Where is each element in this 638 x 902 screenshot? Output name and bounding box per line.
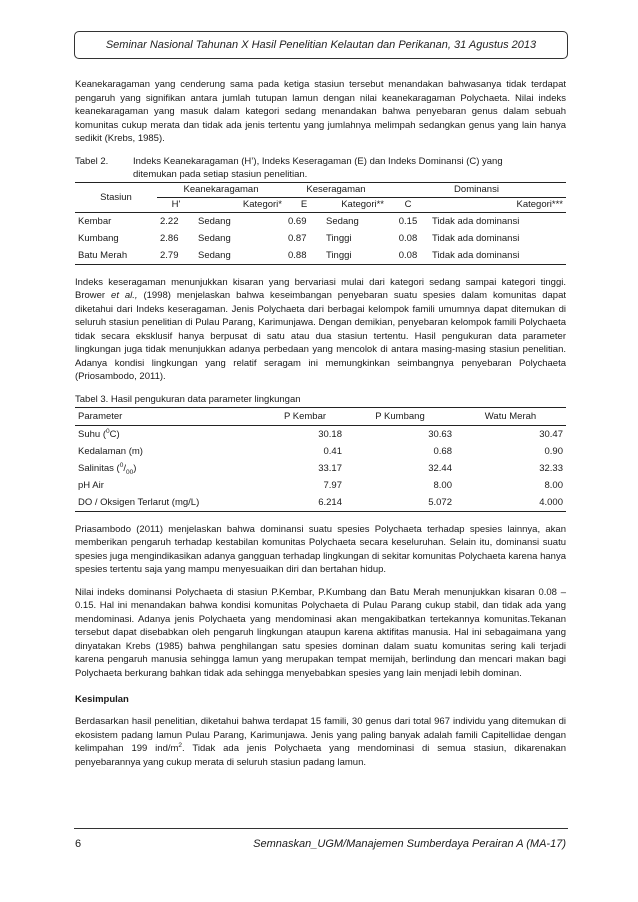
table-3 (75, 407, 566, 512)
table2-group-dominansi: Dominansi (387, 182, 566, 197)
table-cell: pH Air (78, 479, 104, 491)
table-cell: 0.41 (323, 445, 342, 457)
table-cell: 2.79 (157, 247, 195, 265)
table-cell: Suhu ($^0$C) (78, 427, 120, 440)
table-cell: Tidak ada dominansi (429, 247, 566, 265)
table-cell: 0.87 (288, 232, 307, 244)
table-cell: 30.47 (539, 428, 563, 440)
table-cell: Batu Merah (75, 247, 157, 265)
table-2 (75, 182, 566, 265)
table-cell: 8.00 (433, 479, 452, 491)
table-cell: 4.000 (455, 494, 566, 512)
table2-subheader: E (285, 197, 323, 212)
table-cell: 30.18 (318, 428, 342, 440)
paragraph-4: Nilai indeks dominansi Polychaeta di stasiun P.Kembar, P.Kumbang dan Batu Merah menunjukkan kisaran 0.08 – 0.15. Hal ini menandakan bahwa kondisi komunitas Polychaeta di Pulau Parang cukup stabil, dan tidak ada yang mendominasi. Adanya jenis Polychaeta yang mendominasi akan mengakibatkan tertekannya komunitas.Tekanan tersebut dapat disebabkan oleh pengaruh lingkungan ataupun karena aktifitas manusia. Hal ini sebagaimana yang dinyatakan Krebs (1985) bahwa penghilangan satu spesies dominan dalam suatu komunitas sering kali terjadi karena pengaruh manusia sehingga lamun yang merupakan tempat memijah, berlindung dan mencari makan bagi Polychaeta berkurang bahkan tidak ada sehingga menyebabkan spesies yang lain menjadi lebih dominan. (75, 586, 566, 679)
table-cell: 0.69 (288, 215, 307, 227)
table2-group-keanekaragaman: Keanekaragaman (157, 182, 285, 197)
paragraph-5-text: Berdasarkan hasil penelitian, diketahui bahwa terdapat 15 famili, 30 genus dari total 967 individu yang ditemukan di ekosistem padang lamun Pulau Parang, Karimunjawa. Jenis yang paling banyak adalah famili Capitellidae dengan kelimpahan 199 ind/m (75, 716, 566, 754)
table2-subheader: Kategori*** (429, 197, 566, 212)
table-row (75, 477, 566, 494)
table-cell: 32.44 (428, 462, 452, 474)
paragraph-5 (75, 715, 566, 769)
table-cell: 8.00 (544, 479, 563, 491)
table2-subheader: Kategori* (195, 197, 285, 212)
table3-header-kembar: P Kembar (283, 410, 327, 422)
table-cell: Kembar (78, 215, 112, 227)
et-al-text: et al., (111, 290, 138, 301)
table-row (75, 460, 566, 477)
page-number: 6 (75, 838, 82, 850)
table2-subheader: C (387, 197, 429, 212)
footer-text: Semnaskan_UGM/Manajemen Sumberdaya Perairan A (MA-17) (253, 838, 566, 850)
table-row (75, 425, 566, 443)
table-cell: 0.08 (398, 232, 418, 244)
table2-caption-line1: Indeks Keanekaragaman (H’), Indeks Keseragaman (E) dan Indeks Dominansi (C) yang (133, 155, 503, 167)
table-row (75, 494, 566, 512)
table-cell: 6.214 (265, 494, 345, 512)
table2-caption (75, 155, 566, 181)
table-cell: 0.88 (285, 247, 323, 265)
paragraph-2 (75, 276, 566, 384)
table2-caption-line2: ditemukan pada setiap stasiun penelitian. (133, 168, 308, 180)
table-cell: 7.97 (323, 479, 342, 491)
section-heading-kesimpulan: Kesimpulan (75, 694, 129, 705)
header-text: Seminar Nasional Tahunan X Hasil Penelitian Kelautan dan Perikanan, 31 Agustus 2013 (105, 39, 537, 51)
table-cell: 0.08 (387, 247, 429, 265)
table-cell: Salinitas $(^0/_{00})$ (78, 461, 137, 476)
table-cell: 33.17 (318, 462, 342, 474)
table-cell: Sedang (195, 247, 285, 265)
table-cell: Kedalaman (m) (78, 445, 143, 457)
running-header (74, 31, 568, 59)
table-row (75, 230, 566, 247)
table2-subheader: Kategori** (323, 197, 387, 212)
paragraph-5-text-cont: . Tidak ada jenis Polychaeta yang mendominasi di semua stasiun, dikarenakan penyebarannya yang cukup merata di seluruh stasiun padang lamun. (75, 743, 567, 768)
table3-header-parameter: Parameter (78, 410, 123, 422)
table3-caption: Tabel 3. Hasil pengukuran data parameter lingkungan (75, 393, 301, 405)
table-cell: 0.15 (398, 215, 418, 227)
footer-divider (74, 828, 568, 829)
table-cell: DO / Oksigen Terlarut (mg/L) (75, 494, 265, 512)
paragraph-2-text: Indeks keseragaman menunjukkan kisaran yang bervariasi mulai dari kategori sedang sampai kategori tinggi. Brower (75, 276, 566, 301)
table2-subheader: H' (157, 197, 195, 212)
table-cell: 32.33 (539, 462, 563, 474)
table-cell: 30.63 (428, 428, 452, 440)
paragraph-3: Priasambodo (2011) menjelaskan bahwa dominansi suatu spesies Polychaeta terhadap spesies lainnya, akan memberikan pengaruh terhadap kestabilan komunitas Polychaeta secara keseluruhan. Selain itu, dominansi suatu spesies juga mengindikasikan adanya gangguan terhadap lingkungan di sekitar komunitas Polychaeta karena hanya spesies tertentu saja yang mampu menyesuaikan diri dan bertahan hidup. (75, 523, 566, 575)
table-cell: Sedang (198, 232, 231, 244)
table-cell: Tinggi (326, 232, 352, 244)
table2-header-stasiun: Stasiun (75, 182, 157, 212)
table-cell: Tidak ada dominansi (432, 232, 520, 244)
superscript: 2 (178, 741, 183, 749)
table2-label: Tabel 2. (75, 155, 109, 167)
paragraph-1: Keanekaragaman yang cenderung sama pada ketiga stasiun tersebut menandakan bahwasanya tidak terdapat pengaruh yang signifikan antara jumlah tutupan lamun dengan nilai keanekaragaman Polychaeta. Nilai indeks keanekaragaman yang masuk dalam kategori sedang menandakan bahwa penyebaran genus dalam sebuah komunitas cukup merata dan tidak ada jenis tertentu yang jumlahnya melimpah sedangkan genus yang lain hanya sedikit (Krebs, 1985). (75, 79, 566, 144)
table3-header-kumbang: P Kumbang (375, 410, 425, 422)
table-cell: 0.68 (433, 445, 452, 457)
table-row (75, 212, 566, 230)
table-cell: Kumbang (78, 232, 119, 244)
table3-header-watu-merah: Watu Merah (484, 410, 537, 422)
table-cell: 5.072 (345, 494, 455, 512)
table-row (75, 247, 566, 265)
table2-group-keseragaman: Keseragaman (285, 182, 387, 197)
table-row (75, 443, 566, 460)
table-cell: 2.86 (160, 232, 179, 244)
table-cell: 2.22 (160, 215, 179, 227)
paragraph-2-text-cont: (1998) menjelaskan bahwa keseimbangan penyebaran suatu spesies dalam komunitas dapat diketahui dari Indeks keseragaman. Jenis Polychaeta dari berbagai kelompok famili umumnya dapat ditemukan di seluruh stasiun penelitian di Pulau Parang, Karimunjawa. Dengan demikian, penyebaran kelompok famili Polychaeta tidak secara eksklusif hanya berpusat di satu atau dua stasiun tertentu. Hasil pengukuran data parameter lingkungan juga tidak menunjukkan adanya perbedaan yang mencolok di antara masing-masing stasiun penelitian. Adanya kondisi lingkungan yang relatif seragam ini memungkinkan seimbangnya penyebaran Polychaeta (Priosambodo, 2011). (75, 290, 566, 382)
table-cell: Sedang (198, 215, 231, 227)
table-cell: 0.90 (544, 445, 563, 457)
page-content (75, 78, 566, 778)
table-cell: Tinggi (323, 247, 387, 265)
table-cell: Tidak ada dominansi (432, 215, 520, 227)
table-cell: Sedang (326, 215, 359, 227)
